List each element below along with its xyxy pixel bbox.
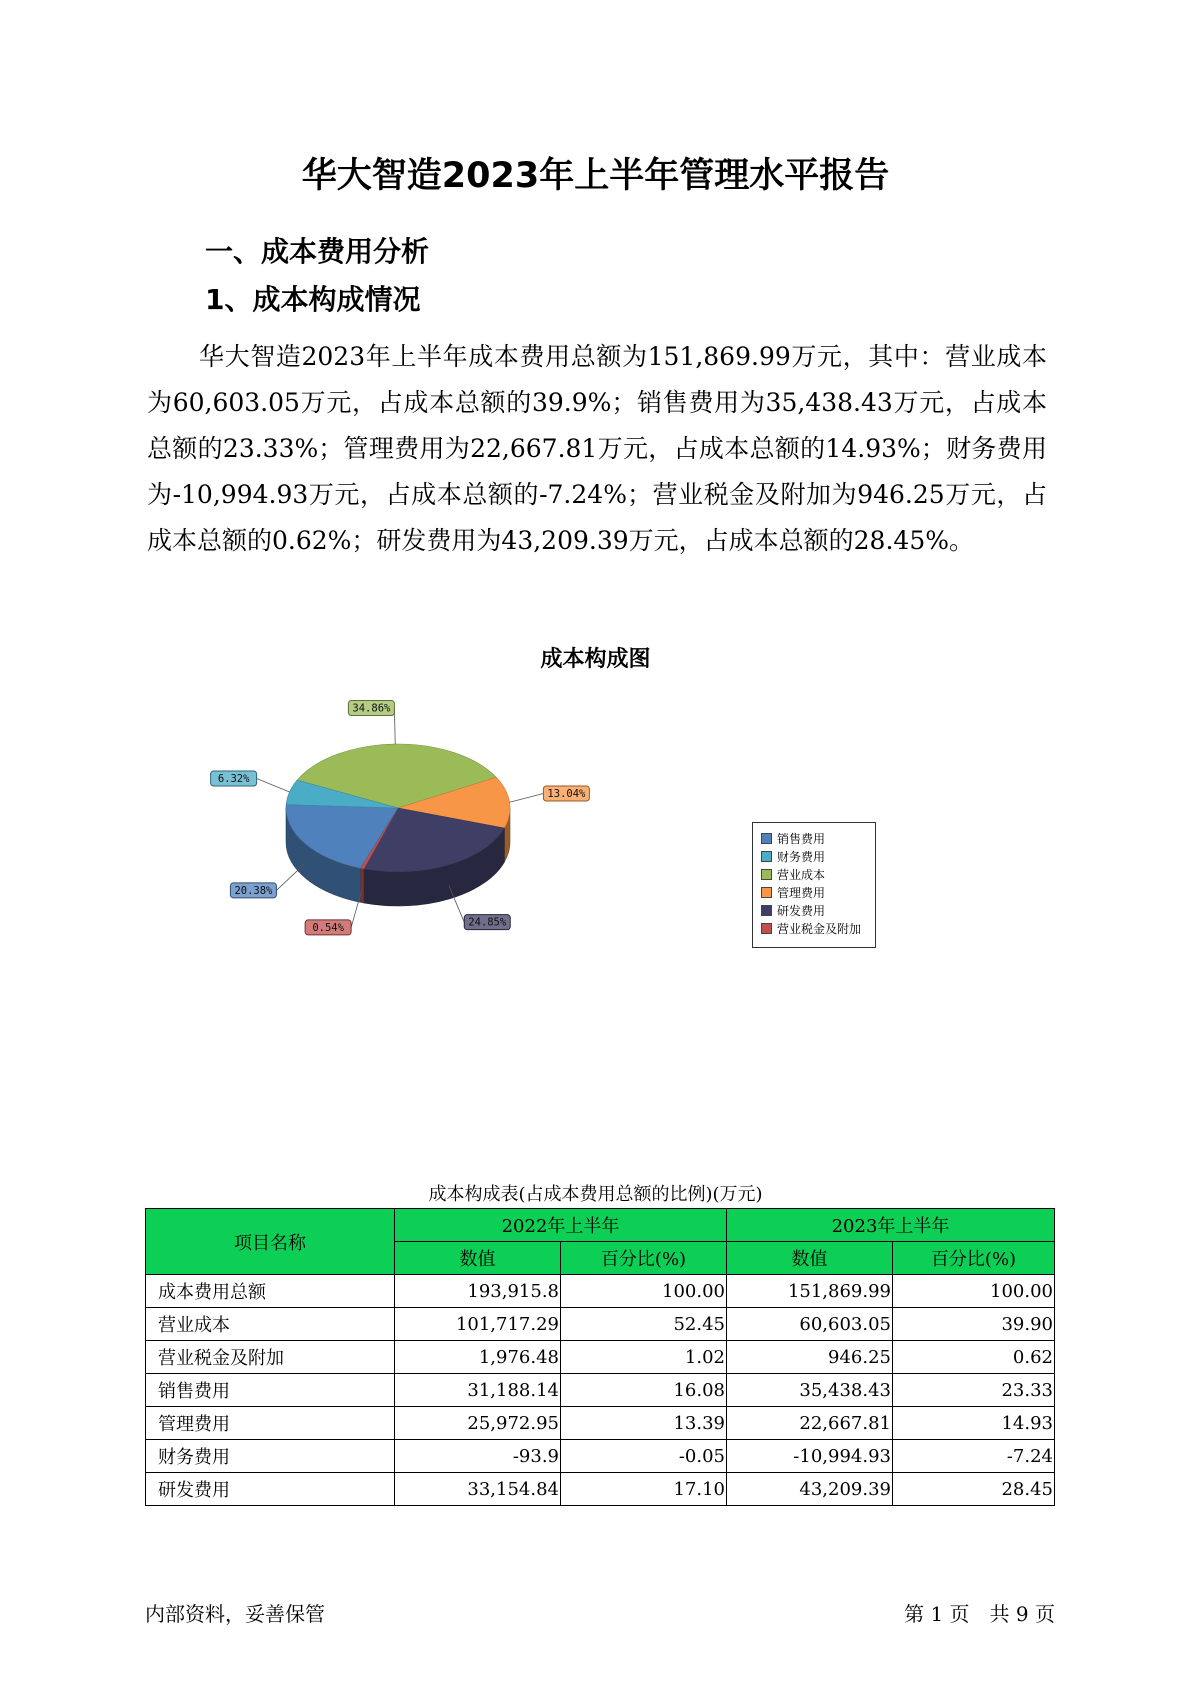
legend-label: 营业税金及附加: [777, 921, 862, 936]
legend-item: [761, 919, 867, 937]
value-2023: 35,438.43: [727, 1374, 893, 1407]
pct-2022: 17.10: [561, 1473, 727, 1506]
pct-2022: 100.00: [561, 1275, 727, 1308]
table-row: [146, 1275, 1055, 1308]
row-name: 管理费用: [146, 1407, 395, 1440]
legend-item: [761, 883, 867, 901]
cost-table: [145, 1208, 1055, 1506]
pct-2023: 23.33: [893, 1374, 1055, 1407]
header-item-name: 项目名称: [146, 1209, 395, 1275]
value-2022: 33,154.84: [395, 1473, 561, 1506]
value-2022: 31,188.14: [395, 1374, 561, 1407]
pct-2022: 52.45: [561, 1308, 727, 1341]
label-leader: [257, 779, 290, 792]
legend-label: 研发费用: [777, 903, 826, 918]
footer-page-number: 第 1 页 共 9 页: [904, 1602, 1055, 1626]
row-name: 营业税金及附加: [146, 1341, 395, 1374]
table-row: [146, 1341, 1055, 1374]
pie-side: [360, 868, 364, 903]
legend-item: [761, 847, 867, 865]
legend-swatch: [761, 887, 772, 898]
legend-label: 销售费用: [777, 831, 826, 846]
header-pct-2023: 百分比(%): [893, 1242, 1055, 1275]
subsection-heading: 1、成本构成情况: [205, 283, 421, 316]
legend-label: 财务费用: [777, 849, 826, 864]
chart-legend: [752, 822, 876, 948]
data-label: 13.04%: [547, 787, 586, 800]
value-2023: -10,994.93: [727, 1440, 893, 1473]
chart-title: 成本构成图: [540, 647, 651, 672]
legend-swatch: [761, 833, 772, 844]
value-2022: -93.9: [395, 1440, 561, 1473]
table-row: [146, 1440, 1055, 1473]
table-row: [146, 1374, 1055, 1407]
value-2022: 193,915.8: [395, 1275, 561, 1308]
page-title: 华大智造2023年上半年管理水平报告: [301, 156, 890, 196]
label-leader: [510, 793, 544, 802]
legend-label: 营业成本: [777, 867, 826, 882]
legend-item: [761, 865, 867, 883]
legend-swatch: [761, 923, 772, 934]
pct-2022: 13.39: [561, 1407, 727, 1440]
table-row: [146, 1473, 1055, 1506]
pct-2023: 14.93: [893, 1407, 1055, 1440]
value-2023: 22,667.81: [727, 1407, 893, 1440]
data-label: 0.54%: [312, 921, 344, 934]
row-name: 营业成本: [146, 1308, 395, 1341]
label-leader: [276, 864, 304, 891]
row-name: 财务费用: [146, 1440, 395, 1473]
pct-2023: 39.90: [893, 1308, 1055, 1341]
data-label: 6.32%: [217, 773, 250, 786]
legend-swatch: [761, 869, 772, 880]
data-label: 20.38%: [234, 884, 273, 897]
legend-swatch: [761, 851, 772, 862]
pct-2023: -7.24: [893, 1440, 1055, 1473]
value-2022: 101,717.29: [395, 1308, 561, 1341]
data-label: 34.86%: [352, 702, 391, 715]
table-caption: 成本构成表(占成本费用总额的比例)(万元): [428, 1184, 763, 1205]
value-2023: 60,603.05: [727, 1308, 893, 1341]
row-name: 成本费用总额: [146, 1275, 395, 1308]
data-label: 24.85%: [468, 916, 507, 929]
legend-item: [761, 901, 867, 919]
value-2023: 43,209.39: [727, 1473, 893, 1506]
table-row: [146, 1308, 1055, 1341]
analysis-paragraph: 华大智造2023年上半年成本费用总额为151,869.99万元，其中：营业成本为60,603.05万元，占成本总额的39.9%；销售费用为35,438.43万元，占成本总额的23.33%；管理费用为22,667.81万元，占成本总额的14.93%；财务费用为-10,994.93万元，占成本总额的-7.24%；营业税金及附加为946.25万元，占成本总额的0.62%；研发费用为43,209.39万元，占成本总额的28.45%。: [147, 342, 1047, 555]
pct-2022: 16.08: [561, 1374, 727, 1407]
row-name: 销售费用: [146, 1374, 395, 1407]
header-pct-2022: 百分比(%): [561, 1242, 727, 1275]
header-value-2023: 数值: [727, 1242, 893, 1275]
section-heading: 一、成本费用分析: [205, 235, 430, 268]
legend-label: 管理费用: [777, 885, 826, 900]
pct-2023: 0.62: [893, 1341, 1055, 1374]
value-2022: 25,972.95: [395, 1407, 561, 1440]
value-2023: 151,869.99: [727, 1275, 893, 1308]
pct-2022: 1.02: [561, 1341, 727, 1374]
legend-swatch: [761, 905, 772, 916]
footer-confidential-note: 内部资料，妥善保管: [145, 1602, 325, 1626]
table-header-row: [146, 1209, 1055, 1242]
pct-2023: 100.00: [893, 1275, 1055, 1308]
pct-2023: 28.45: [893, 1473, 1055, 1506]
value-2022: 1,976.48: [395, 1341, 561, 1374]
row-name: 研发费用: [146, 1473, 395, 1506]
value-2023: 946.25: [727, 1341, 893, 1374]
header-period-2022: 2022年上半年: [395, 1209, 727, 1242]
header-value-2022: 数值: [395, 1242, 561, 1275]
table-row: [146, 1407, 1055, 1440]
header-period-2023: 2023年上半年: [727, 1209, 1055, 1242]
pct-2022: -0.05: [561, 1440, 727, 1473]
pie-chart: [200, 690, 640, 1000]
legend-item: [761, 829, 867, 847]
